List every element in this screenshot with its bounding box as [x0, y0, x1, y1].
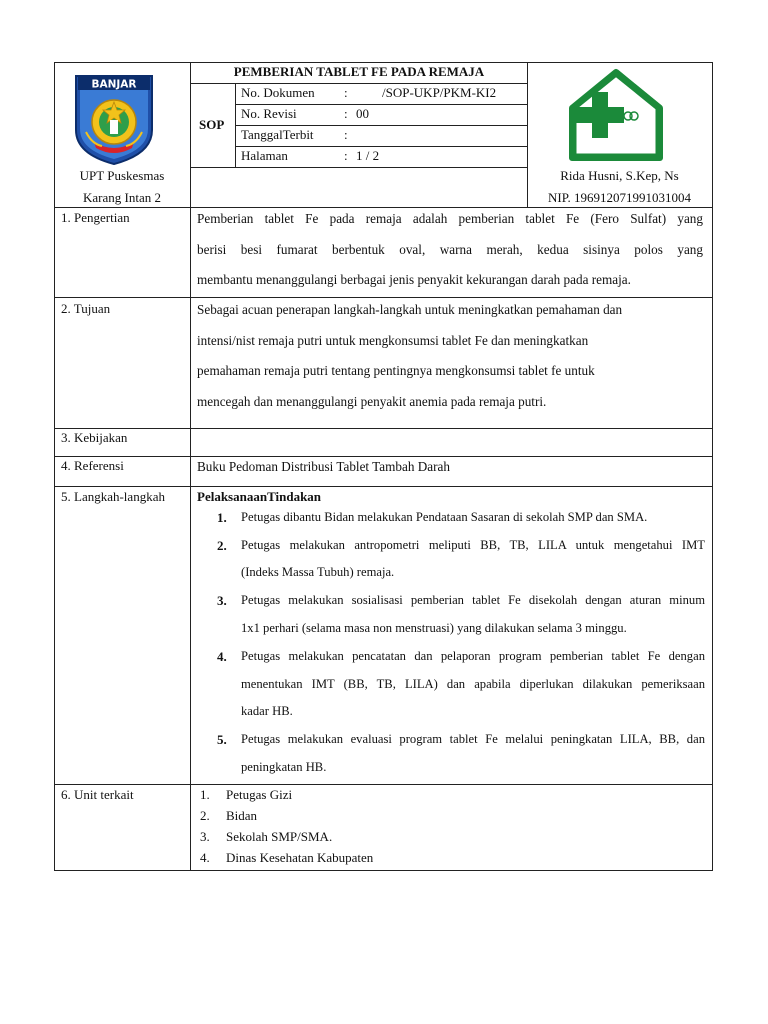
step-line: Petugas melakukan antropometri meliputi BB, TB, LILA untuk mengetahui IMT — [241, 538, 705, 552]
step-line: kadar HB. — [241, 704, 293, 718]
field-divider-2 — [235, 125, 527, 126]
langkah-heading: PelaksanaanTindakan — [197, 489, 322, 504]
field-label-tanggal-terbit: TanggalTerbit — [241, 127, 314, 142]
field-divider-3 — [235, 146, 527, 147]
unit-item: Bidan — [226, 808, 258, 823]
step-number: 1. — [217, 510, 227, 525]
row-divider-langkah — [54, 486, 713, 487]
field-value-no-revisi: 00 — [356, 106, 369, 121]
logo-column-divider — [527, 62, 528, 208]
org-name-line2: Karang Intan 2 — [83, 190, 161, 205]
field-label-no-dokumen: No. Dokumen — [241, 85, 315, 100]
unit-number: 1. — [200, 787, 210, 802]
step-line: peningkatan HB. — [241, 760, 327, 774]
pengertian-line: berisi besi fumarat berbentuk oval, warna merah, kedua sisinya polos yang — [197, 241, 703, 257]
step-line: Petugas melakukan pencatatan dan pelaporan program pemberian tablet Fe dengan — [241, 649, 705, 663]
unit-number: 2. — [200, 808, 210, 823]
section-label-langkah: 5. Langkah-langkah — [61, 489, 165, 504]
step-line: Petugas melakukan evaluasi program tablet Fe melalui peningkatan LILA, BB, dan — [241, 732, 705, 746]
field-sep-halaman: : — [344, 148, 348, 163]
sop-label: SOP — [199, 117, 225, 132]
logo-banjar-text: BANJAR — [91, 78, 137, 91]
document-title: PEMBERIAN TABLET FE PADA REMAJA — [233, 64, 485, 79]
pengertian-text — [197, 211, 703, 303]
unit-item: Sekolah SMP/SMA. — [226, 829, 333, 844]
section-label-unit-terkait: 6. Unit terkait — [61, 787, 134, 802]
unit-number: 3. — [200, 829, 210, 844]
section-label-referensi: 4. Referensi — [61, 458, 124, 473]
sop-column-divider — [235, 83, 236, 168]
step-line: menentukan IMT (BB, TB, LILA) dan apabila diperlukan dilakukan pemeriksaan — [241, 677, 705, 691]
step-line: 1x1 perhari (selama masa non menstruasi) yang dilakukan selama 3 minggu. — [241, 621, 627, 635]
tujuan-line: Sebagai acuan penerapan langkah-langkah untuk meningkatkan pemahaman dan — [197, 302, 623, 317]
step-number: 5. — [217, 732, 227, 747]
field-sep-no-revisi: : — [344, 106, 348, 121]
org-name-line1: UPT Puskesmas — [79, 168, 165, 183]
tujuan-text — [197, 302, 703, 424]
section-label-kebijakan: 3. Kebijakan — [61, 430, 128, 445]
field-label-no-revisi: No. Revisi — [241, 106, 297, 121]
unit-item: Dinas Kesehatan Kabupaten — [226, 850, 374, 865]
field-divider-1 — [235, 104, 527, 105]
referensi-text: Buku Pedoman Distribusi Tablet Tambah Darah — [197, 459, 450, 474]
step-number: 2. — [217, 538, 227, 553]
field-sep-no-dokumen: : — [344, 85, 348, 100]
section-label-pengertian: 1. Pengertian — [61, 210, 130, 225]
header-fields-bottom — [190, 167, 527, 168]
signer-nip: NIP. 196912071991031004 — [547, 190, 691, 205]
label-column-divider — [190, 62, 191, 871]
unit-item: Petugas Gizi — [226, 787, 293, 802]
row-divider-unit — [54, 784, 713, 785]
field-sep-tanggal-terbit: : — [344, 127, 348, 142]
signer-name: Rida Husni, S.Kep, Ns — [560, 168, 679, 183]
field-value-no-dokumen: /SOP-UKP/PKM-KI2 — [382, 85, 497, 100]
header-title-underline — [190, 83, 527, 84]
row-divider-referensi — [54, 456, 713, 457]
field-value-halaman: 1 / 2 — [356, 148, 380, 163]
row-divider-kebijakan — [54, 428, 713, 429]
banjar-regency-logo — [72, 72, 156, 166]
section-label-tujuan: 2. Tujuan — [61, 301, 111, 316]
step-line: Petugas melakukan sosialisasi pemberian tablet Fe disekolah dengan aturan minum — [241, 593, 705, 607]
table-border-top — [54, 62, 713, 63]
tujuan-line: intensi/nist remaja putri untuk mengkonsumsi tablet Fe dan meningkatkan — [197, 332, 589, 348]
step-line: Petugas dibantu Bidan melakukan Pendataan Sasaran di sekolah SMP dan SMA. — [241, 510, 648, 524]
table-border-right — [712, 62, 713, 871]
step-number: 3. — [217, 593, 227, 608]
pengertian-line: membantu menanggulangi berbagai jenis penyakit kekurangan darah pada remaja. — [197, 272, 631, 287]
puskesmas-logo — [568, 68, 664, 162]
table-border-header-bottom — [54, 207, 713, 208]
pengertian-line: Pemberian tablet Fe pada remaja adalah pemberian tablet Fe (Fero Sulfat) yang — [197, 211, 703, 226]
tujuan-line: pemahaman remaja putri tentang pentingnya mengkonsumsi tablet fe untuk — [197, 363, 595, 378]
table-border-bottom — [54, 870, 713, 871]
tujuan-line: mencegah dan menanggulangi penyakit anemia pada remaja putri. — [197, 393, 547, 409]
field-label-halaman: Halaman — [241, 148, 288, 163]
step-line: (Indeks Massa Tubuh) remaja. — [241, 565, 395, 579]
step-number: 4. — [217, 649, 227, 664]
table-border-left — [54, 62, 55, 871]
unit-number: 4. — [200, 850, 210, 865]
